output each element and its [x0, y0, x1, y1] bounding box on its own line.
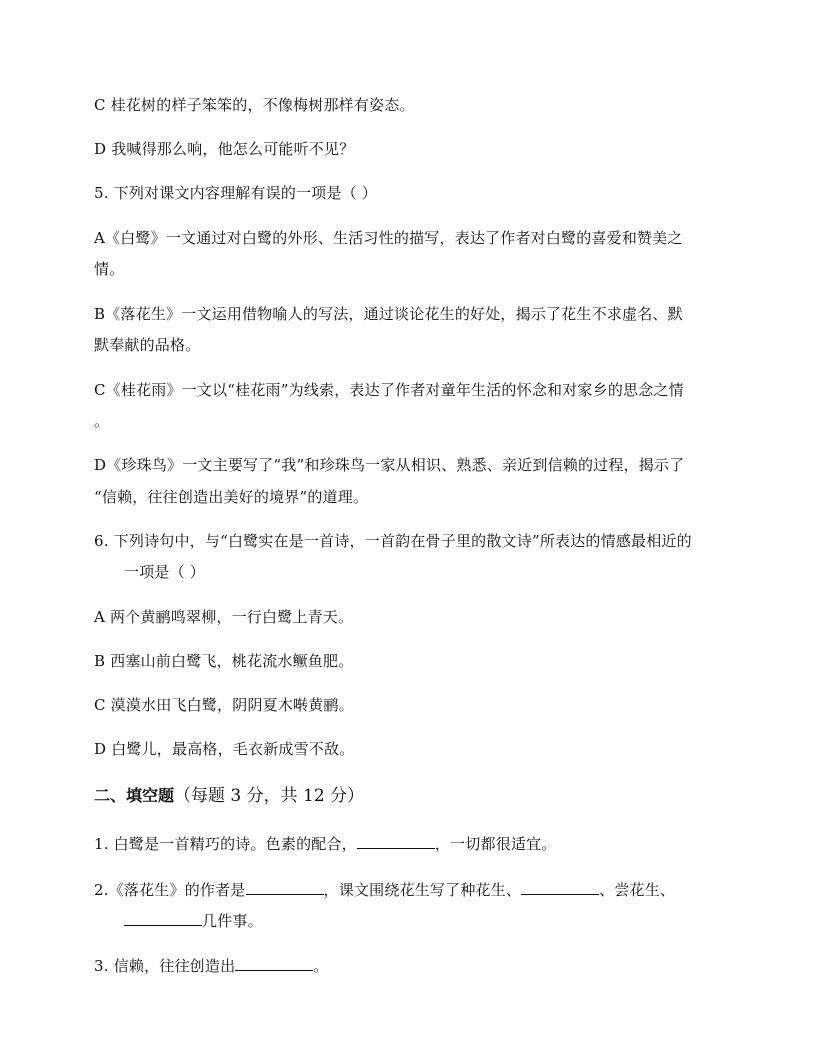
fill-question-2: [94, 880, 675, 900]
section-title: 二、填空题: [94, 786, 175, 805]
fill-q2-text-b: ，课文围绕花生写了种花生、: [323, 881, 522, 899]
fill-q3-blank[interactable]: [235, 956, 313, 971]
fill-q1-blank[interactable]: [357, 834, 435, 849]
section-score-note: （每题 3 分，共 12 分）: [174, 786, 365, 806]
question-6-option-d: D 白鹭儿，最高格，毛衣新成雪不敌。: [94, 740, 355, 758]
option-c-sentence: C 桂花树的样子笨笨的，不像梅树那样有姿态。: [94, 96, 415, 114]
question-5-option-a: A《白鹭》一文通过对白鹭的外形、生活习性的描写，表达了作者对白鹭的喜爱和赞美之: [94, 229, 683, 247]
fill-q2-blank-event[interactable]: [521, 880, 599, 895]
fill-q2-text-a: 2.《落花生》的作者是: [94, 881, 246, 899]
question-5-option-c-cont: 。: [94, 412, 110, 430]
question-6-option-c: C 漠漠水田飞白鹭，阴阴夏木啭黄鹂。: [94, 696, 354, 714]
fill-question-1: [94, 834, 557, 854]
question-5: 5. 下列对课文内容理解有误的一项是（ ）: [94, 184, 378, 202]
question-6-option-b: B 西塞山前白鹭飞，桃花流水鳜鱼肥。: [94, 652, 354, 670]
question-5-option-b: B《落花生》一文运用借物喻人的写法，通过谈论花生的好处，揭示了花生不求虚名、默: [94, 305, 683, 323]
question-5-option-b-cont: 默奉献的品格。: [94, 336, 201, 354]
fill-q2-blank-author[interactable]: [246, 880, 324, 895]
fill-q2-text-d: 几件事。: [202, 912, 263, 930]
question-5-option-a-cont: 情。: [94, 260, 125, 278]
fill-question-2-cont: [124, 911, 263, 931]
question-6-cont: 一项是（ ）: [124, 563, 205, 581]
option-d-sentence: D 我喊得那么响，他怎么可能听不见？: [94, 140, 355, 158]
fill-question-3: [94, 956, 328, 976]
question-5-option-d-cont: “信赖，往往创造出美好的境界”的道理。: [94, 488, 369, 506]
section-heading: [94, 785, 364, 807]
fill-q2-text-c: 、尝花生、: [599, 881, 676, 899]
fill-q1-text-a: 1. 白鹭是一首精巧的诗。色素的配合，: [94, 835, 357, 853]
fill-q3-text-b: 。: [313, 957, 329, 975]
question-6-option-a: A 两个黄鹂鸣翠柳，一行白鹭上青天。: [94, 608, 354, 626]
question-6: 6. 下列诗句中，与“白鹭实在是一首诗，一首韵在骨子里的散文诗”所表达的情感最相近的: [94, 532, 692, 550]
fill-q2-blank-last[interactable]: [124, 911, 202, 926]
question-5-option-c: C《桂花雨》一文以“桂花雨”为线索，表达了作者对童年生活的怀念和对家乡的思念之情: [94, 381, 684, 399]
fill-q1-text-b: ，一切都很适宜。: [434, 835, 557, 853]
question-5-option-d: D《珍珠鸟》一文主要写了“我”和珍珠鸟一家从相识、熟悉、亲近到信赖的过程，揭示了: [94, 456, 685, 474]
fill-q3-text-a: 3. 信赖，往往创造出: [94, 957, 236, 975]
